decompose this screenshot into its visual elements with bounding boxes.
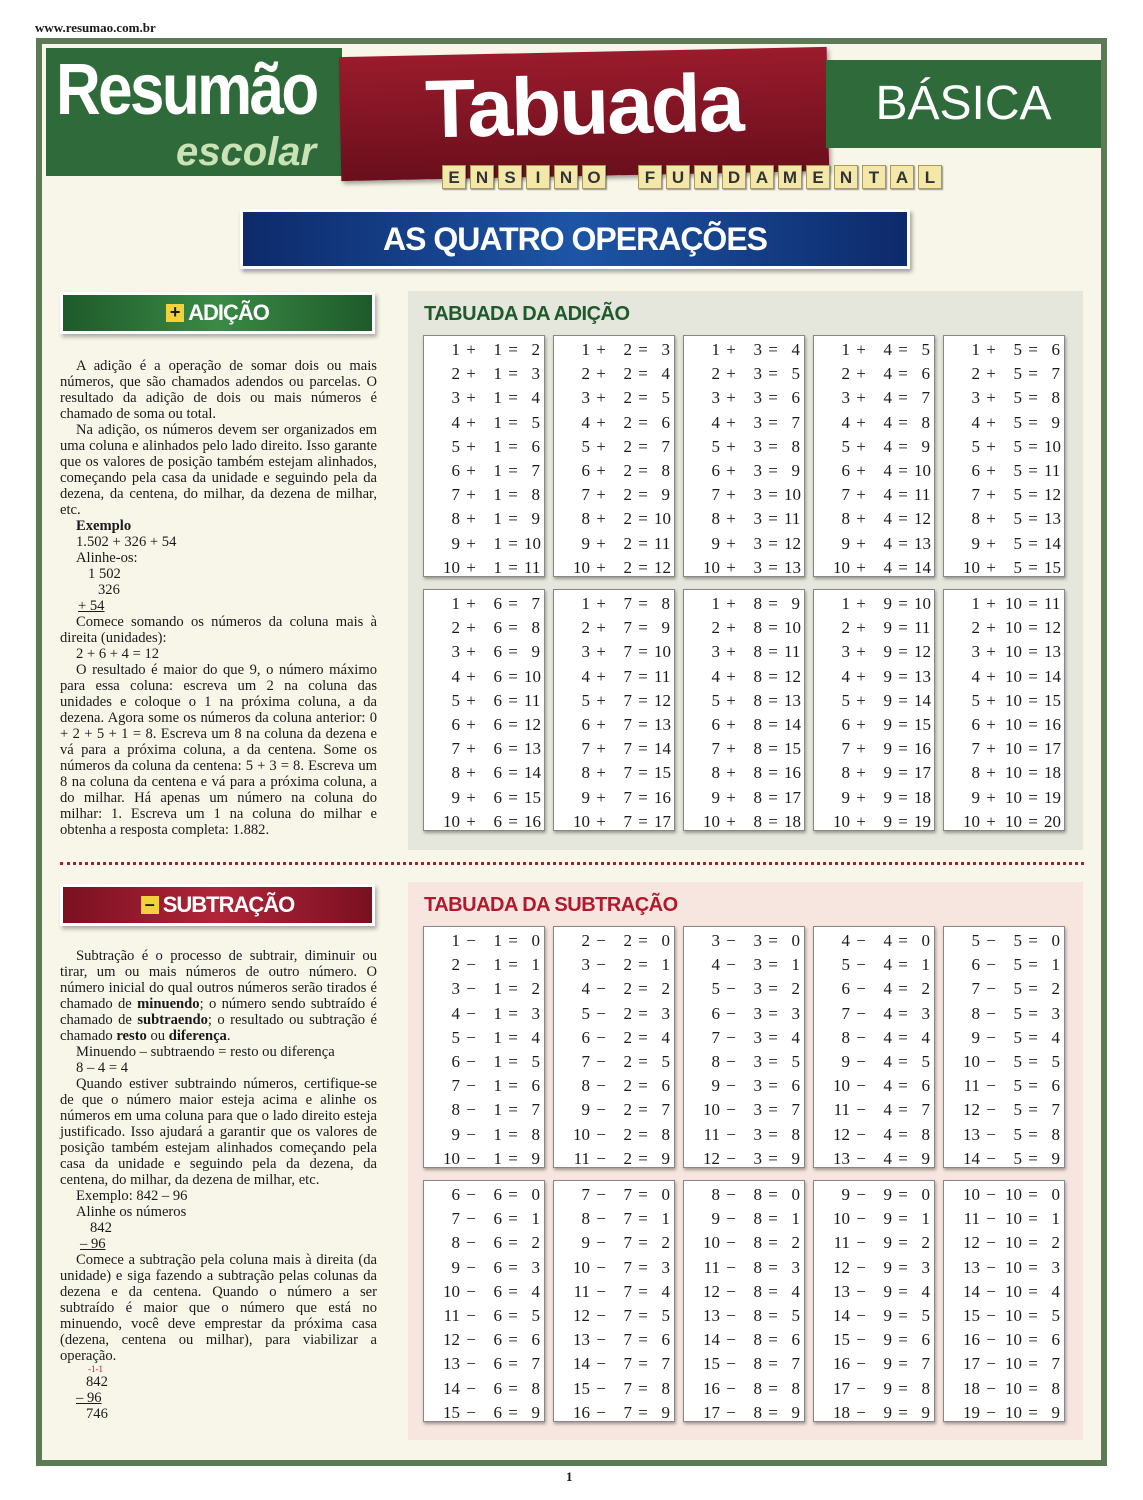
subtraction-table-2 (553, 926, 675, 1168)
table-row: 10 − 5 = 5 (963, 1052, 1060, 1072)
table-row: 8 + 9 = 17 (841, 763, 931, 783)
table-row: 8 + 1 = 9 (451, 509, 540, 529)
table-row: 9 − 7 = 2 (581, 1233, 670, 1253)
table-row: 10 − 9 = 1 (833, 1209, 930, 1229)
table-row: 5 − 5 = 0 (971, 931, 1060, 951)
addition-stack-line: 326 (98, 582, 120, 598)
addition-table-2 (553, 335, 675, 577)
addition-stack-line: 1 502 (88, 566, 121, 582)
table-row: 8 + 8 = 16 (711, 763, 801, 783)
table-row: 9 − 4 = 5 (841, 1052, 930, 1072)
page-title: Tabuada (424, 57, 744, 156)
table-row: 14 − 10 = 4 (963, 1281, 1060, 1301)
table-row: 9 − 1 = 8 (451, 1124, 540, 1144)
table-row: 11 − 2 = 9 (573, 1148, 670, 1168)
table-row: 4 − 4 = 0 (841, 931, 930, 951)
table-row: 16 − 8 = 8 (703, 1378, 800, 1398)
table-row: 6 + 7 = 13 (581, 715, 671, 735)
table-row: 3 + 2 = 5 (581, 388, 670, 408)
table-row: 10 − 6 = 4 (443, 1281, 540, 1301)
table-row: 6 − 4 = 2 (841, 979, 930, 999)
table-row: 7 + 5 = 12 (971, 485, 1061, 505)
brand-sub: escolar (176, 130, 317, 174)
table-row: 5 + 2 = 7 (581, 436, 670, 456)
subtitle-tile: A (750, 165, 774, 189)
table-row: 9 + 8 = 17 (711, 787, 801, 807)
table-row: 8 − 1 = 7 (451, 1100, 540, 1120)
table-row: 7 + 7 = 14 (581, 739, 671, 759)
table-row: 1 + 5 = 6 (971, 340, 1060, 360)
table-row: 2 − 1 = 1 (451, 955, 540, 975)
table-row: 6 + 8 = 14 (711, 715, 801, 735)
table-row: 11 − 10 = 1 (963, 1209, 1060, 1229)
table-row: 2 − 2 = 0 (581, 931, 670, 951)
subtitle-tile: S (498, 165, 522, 189)
table-row: 1 + 2 = 3 (581, 340, 670, 360)
subtitle-tile: N (694, 165, 718, 189)
table-row: 3 + 9 = 12 (841, 642, 931, 662)
table-row: 5 + 3 = 8 (711, 436, 800, 456)
subtraction-stack-line: 842 (86, 1374, 108, 1390)
subtraction-text (60, 948, 377, 1422)
table-row: 5 − 1 = 4 (451, 1027, 540, 1047)
table-row: 2 + 3 = 5 (711, 364, 800, 384)
subtraction-paragraph: Comece a subtração pela coluna mais à direita (da unidade) e siga fazendo a subtração pelas colunas da dezena e da centena. Quando o número a ser subtraído é maior que o número que está no minuendo, você deve emprestar da próxima casa (dezena, centena ou milhar), para viabilizar a operação. (60, 1252, 377, 1364)
brand-name: Resumão (56, 50, 317, 130)
table-row: 3 + 7 = 10 (581, 642, 671, 662)
table-row: 1 + 3 = 4 (711, 340, 800, 360)
table-row: 9 − 8 = 1 (711, 1209, 800, 1229)
table-row: 3 + 5 = 8 (971, 388, 1060, 408)
addition-table-7 (553, 589, 675, 831)
subtitle-tile: U (666, 165, 690, 189)
subtraction-stack-line: 746 (86, 1406, 108, 1422)
table-row: 6 + 2 = 8 (581, 461, 670, 481)
table-row: 10 + 3 = 13 (703, 557, 801, 577)
addition-text (60, 358, 377, 838)
addition-table-5 (943, 335, 1065, 577)
addition-paragraph: Comece somando os números da coluna mais à direita (unidades): (60, 614, 377, 646)
table-row: 8 − 2 = 6 (581, 1076, 670, 1096)
subtraction-example: Exemplo: 842 – 96 (76, 1188, 188, 1204)
table-row: 12 − 5 = 7 (963, 1100, 1060, 1120)
table-row: 2 + 4 = 6 (841, 364, 930, 384)
table-row: 10 + 5 = 15 (963, 557, 1061, 577)
table-row: 9 − 6 = 3 (451, 1257, 540, 1277)
addition-paragraph: A adição é a operação de somar dois ou mais números, que são chamados adendos ou parcelas. O resultado da adição de dois ou mais números é chamado de soma ou total. (60, 358, 377, 422)
subtraction-table-7 (553, 1180, 675, 1422)
table-row: 11 − 8 = 3 (703, 1257, 800, 1277)
addition-heading-label: ADIÇÃO (188, 300, 269, 325)
table-row: 8 − 4 = 4 (841, 1027, 930, 1047)
table-row: 10 − 2 = 8 (573, 1124, 670, 1144)
subtitle-tiles (442, 165, 942, 189)
table-row: 12 − 8 = 4 (703, 1281, 800, 1301)
table-row: 5 + 5 = 10 (971, 436, 1061, 456)
addition-example-expr: 1.502 + 326 + 54 (76, 534, 177, 550)
table-row: 9 + 9 = 18 (841, 787, 931, 807)
table-row: 7 − 6 = 1 (451, 1209, 540, 1229)
table-row: 18 − 9 = 9 (833, 1402, 930, 1422)
table-row: 6 + 9 = 15 (841, 715, 931, 735)
table-row: 13 − 4 = 9 (833, 1148, 930, 1168)
table-row: 5 + 1 = 6 (451, 436, 540, 456)
addition-table-6 (423, 589, 545, 831)
subtraction-stack-line: – 96 (80, 1236, 106, 1252)
table-row: 9 − 2 = 7 (581, 1100, 670, 1120)
table-row: 8 − 8 = 0 (711, 1185, 800, 1205)
table-row: 2 + 1 = 3 (451, 364, 540, 384)
table-row: 9 + 7 = 16 (581, 787, 671, 807)
addition-table-8 (683, 589, 805, 831)
table-row: 8 + 5 = 13 (971, 509, 1061, 529)
table-row: 13 − 9 = 4 (833, 1281, 930, 1301)
table-row: 7 + 2 = 9 (581, 485, 670, 505)
table-row: 9 + 5 = 14 (971, 533, 1061, 553)
table-row: 13 − 5 = 8 (963, 1124, 1060, 1144)
table-row: 14 − 8 = 6 (703, 1330, 800, 1350)
table-row: 10 + 4 = 14 (833, 557, 931, 577)
page-number: 1 (566, 1469, 573, 1484)
table-row: 8 − 5 = 3 (971, 1003, 1060, 1023)
table-row: 13 − 10 = 3 (963, 1257, 1060, 1277)
subtraction-formula: Minuendo – subtraendo = resto ou diferença (76, 1044, 335, 1060)
table-row: 10 − 3 = 7 (703, 1100, 800, 1120)
table-row: 12 − 9 = 3 (833, 1257, 930, 1277)
table-row: 9 + 6 = 15 (451, 787, 541, 807)
table-row: 5 − 4 = 1 (841, 955, 930, 975)
table-row: 6 + 4 = 10 (841, 461, 931, 481)
subtitle-tile: I (526, 165, 550, 189)
addition-table-panel (408, 291, 1083, 850)
subtitle-tile: O (582, 165, 606, 189)
table-row: 7 + 6 = 13 (451, 739, 541, 759)
addition-example-label: Exemplo (76, 518, 132, 534)
table-row: 6 − 1 = 5 (451, 1052, 540, 1072)
subtraction-table-8 (683, 1180, 805, 1422)
table-row: 4 + 2 = 6 (581, 412, 670, 432)
subtraction-table-panel (408, 882, 1083, 1440)
table-row: 8 + 10 = 18 (971, 763, 1061, 783)
subtitle-tile: L (918, 165, 942, 189)
table-row: 17 − 10 = 7 (963, 1354, 1060, 1374)
subtraction-table-5 (943, 926, 1065, 1168)
table-row: 7 − 1 = 6 (451, 1076, 540, 1096)
table-row: 16 − 10 = 6 (963, 1330, 1060, 1350)
table-row: 1 + 10 = 11 (971, 594, 1061, 614)
table-row: 8 − 7 = 1 (581, 1209, 670, 1229)
table-row: 10 + 2 = 12 (573, 557, 671, 577)
table-row: 10 − 7 = 3 (573, 1257, 670, 1277)
table-row: 16 − 9 = 7 (833, 1354, 930, 1374)
addition-table-grid (423, 335, 1065, 831)
table-row: 5 − 2 = 3 (581, 1003, 670, 1023)
table-row: 11 − 5 = 6 (963, 1076, 1060, 1096)
table-row: 5 + 4 = 9 (841, 436, 930, 456)
table-row: 14 − 5 = 9 (963, 1148, 1060, 1168)
table-row: 8 + 6 = 14 (451, 763, 541, 783)
table-row: 10 + 10 = 20 (963, 811, 1061, 831)
table-row: 4 + 4 = 8 (841, 412, 930, 432)
table-row: 3 − 1 = 2 (451, 979, 540, 999)
operations-banner (240, 209, 910, 269)
table-row: 1 + 4 = 5 (841, 340, 930, 360)
table-row: 3 + 10 = 13 (971, 642, 1061, 662)
table-row: 1 − 1 = 0 (451, 931, 540, 951)
table-row: 7 − 3 = 4 (711, 1027, 800, 1047)
table-row: 7 − 4 = 3 (841, 1003, 930, 1023)
table-row: 5 + 9 = 14 (841, 690, 931, 710)
subtitle-tile: F (638, 165, 662, 189)
subtraction-table-grid (423, 926, 1065, 1422)
subtitle-tile: N (834, 165, 858, 189)
addition-table-title: TABUADA DA ADIÇÃO (424, 303, 630, 325)
table-row: 15 − 7 = 8 (573, 1378, 670, 1398)
table-row: 6 + 6 = 12 (451, 715, 541, 735)
site-url[interactable]: www.resumao.com.br (35, 20, 156, 35)
table-row: 7 + 3 = 10 (711, 485, 801, 505)
table-row: 8 − 3 = 5 (711, 1052, 800, 1072)
addition-align-label: Alinhe-os: (76, 550, 138, 566)
table-row: 14 − 6 = 8 (443, 1378, 540, 1398)
table-row: 12 − 7 = 5 (573, 1306, 670, 1326)
table-row: 7 + 8 = 15 (711, 739, 801, 759)
addition-table-1 (423, 335, 545, 577)
subtraction-table-4 (813, 926, 935, 1168)
subtraction-table-title: TABUADA DA SUBTRAÇÃO (424, 894, 678, 916)
table-row: 9 + 2 = 11 (581, 533, 671, 553)
table-row: 10 + 7 = 17 (573, 811, 671, 831)
table-row: 13 − 6 = 7 (443, 1354, 540, 1374)
borrow-marks: -1-1 (88, 1364, 103, 1374)
table-row: 4 + 3 = 7 (711, 412, 800, 432)
table-row: 15 − 10 = 5 (963, 1306, 1060, 1326)
table-row: 5 + 6 = 11 (451, 690, 541, 710)
subtraction-table-3 (683, 926, 805, 1168)
table-row: 10 − 4 = 6 (833, 1076, 930, 1096)
subtitle-tile: D (722, 165, 746, 189)
subtraction-table-1 (423, 926, 545, 1168)
table-row: 2 + 2 = 4 (581, 364, 670, 384)
section-divider (60, 862, 1084, 865)
table-row: 17 − 9 = 8 (833, 1378, 930, 1398)
addition-paragraph: Na adição, os números devem ser organizados em uma coluna e alinhados pelo lado direito. Isso garante que os valores de posição também estejam alinhados, começando pela casa da unidade e seguindo pela da dezena, da centena, do milhar, da dezena de milhar, etc. (60, 422, 377, 518)
table-row: 9 − 3 = 6 (711, 1076, 800, 1096)
subtitle-tile: E (442, 165, 466, 189)
table-row: 19 − 10 = 9 (963, 1402, 1060, 1422)
subtitle-tile: E (806, 165, 830, 189)
addition-table-4 (813, 335, 935, 577)
table-row: 11 − 9 = 2 (833, 1233, 930, 1253)
table-row: 14 − 9 = 5 (833, 1306, 930, 1326)
table-row: 11 − 3 = 8 (703, 1124, 800, 1144)
table-row: 9 + 10 = 19 (971, 787, 1061, 807)
table-row: 6 − 3 = 3 (711, 1003, 800, 1023)
table-row: 1 + 1 = 2 (451, 340, 540, 360)
table-row: 3 + 6 = 9 (451, 642, 540, 662)
table-row: 6 − 2 = 4 (581, 1027, 670, 1047)
table-row: 4 + 5 = 9 (971, 412, 1060, 432)
table-row: 6 + 1 = 7 (451, 461, 540, 481)
table-row: 11 − 7 = 4 (573, 1281, 670, 1301)
table-row: 3 − 3 = 0 (711, 931, 800, 951)
table-row: 9 + 4 = 13 (841, 533, 931, 553)
table-row: 6 + 10 = 16 (971, 715, 1061, 735)
table-row: 1 + 9 = 10 (841, 594, 931, 614)
table-row: 7 + 9 = 16 (841, 739, 931, 759)
table-row: 12 − 4 = 8 (833, 1124, 930, 1144)
table-row: 3 + 1 = 4 (451, 388, 540, 408)
table-row: 13 − 8 = 5 (703, 1306, 800, 1326)
table-row: 14 − 7 = 7 (573, 1354, 670, 1374)
title-banner (339, 47, 829, 181)
subtraction-table-9 (813, 1180, 935, 1422)
table-row: 4 + 1 = 5 (451, 412, 540, 432)
operations-banner-text: AS QUATRO OPERAÇÕES (383, 221, 767, 257)
table-row: 8 + 2 = 10 (581, 509, 671, 529)
table-row: 9 + 3 = 12 (711, 533, 801, 553)
table-row: 6 + 3 = 9 (711, 461, 800, 481)
table-row: 5 + 7 = 12 (581, 690, 671, 710)
subtraction-heading-label: SUBTRAÇÃO (162, 892, 295, 917)
table-row: 7 − 7 = 0 (581, 1185, 670, 1205)
subtitle-tile: M (778, 165, 802, 189)
table-row: 2 + 5 = 7 (971, 364, 1060, 384)
subtraction-calc: 8 – 4 = 4 (76, 1060, 129, 1076)
table-row: 6 + 5 = 11 (971, 461, 1061, 481)
addition-calc: 2 + 6 + 4 = 12 (76, 646, 160, 662)
subtraction-align-label: Alinhe os números (76, 1204, 187, 1220)
table-row: 10 + 8 = 18 (703, 811, 801, 831)
table-row: 4 − 1 = 3 (451, 1003, 540, 1023)
level-label: BÁSICA (875, 77, 1052, 130)
table-row: 2 + 10 = 12 (971, 618, 1061, 638)
table-row: 10 + 1 = 11 (443, 557, 541, 577)
table-row: 6 − 5 = 1 (971, 955, 1060, 975)
addition-table-3 (683, 335, 805, 577)
table-row: 15 − 9 = 6 (833, 1330, 930, 1350)
table-row: 7 + 1 = 8 (451, 485, 540, 505)
table-row: 5 − 3 = 2 (711, 979, 800, 999)
subtitle-tile: N (470, 165, 494, 189)
table-row: 1 + 6 = 7 (451, 594, 540, 614)
subtitle-tile: T (862, 165, 886, 189)
table-row: 3 + 3 = 6 (711, 388, 800, 408)
subtraction-stack-line: – 96 (76, 1390, 102, 1406)
subtraction-paragraph: Subtração é o processo de subtrair, diminuir ou tirar, um ou mais números de outro número. O número inicial do qual outros números serão tirados é chamado de minuendo; o número sendo subtraído é chamado de subtraendo; o resultado ou subtração é chamado resto ou diferença. (60, 948, 378, 1044)
subtitle-tile: N (554, 165, 578, 189)
table-row: 10 − 10 = 0 (963, 1185, 1060, 1205)
table-row: 11 − 6 = 5 (443, 1306, 540, 1326)
table-row: 13 − 7 = 6 (573, 1330, 670, 1350)
subtraction-table-10 (943, 1180, 1065, 1422)
table-row: 10 + 6 = 16 (443, 811, 541, 831)
table-row: 5 + 10 = 15 (971, 690, 1061, 710)
table-row: 7 − 5 = 2 (971, 979, 1060, 999)
table-row: 9 − 5 = 4 (971, 1027, 1060, 1047)
table-row: 3 + 4 = 7 (841, 388, 930, 408)
table-row: 3 + 8 = 11 (711, 642, 801, 662)
table-row: 16 − 7 = 9 (573, 1402, 670, 1422)
level-banner (826, 60, 1101, 148)
table-row: 1 + 7 = 8 (581, 594, 670, 614)
table-row: 4 − 3 = 1 (711, 955, 800, 975)
table-row: 2 + 9 = 11 (841, 618, 931, 638)
table-row: 15 − 8 = 7 (703, 1354, 800, 1374)
table-row: 8 − 6 = 2 (451, 1233, 540, 1253)
table-row: 15 − 6 = 9 (443, 1402, 540, 1422)
table-row: 1 + 8 = 9 (711, 594, 800, 614)
table-row: 4 − 2 = 2 (581, 979, 670, 999)
table-row: 5 + 8 = 13 (711, 690, 801, 710)
subtitle-tile (610, 165, 634, 189)
table-row: 7 − 2 = 5 (581, 1052, 670, 1072)
table-row: 3 − 2 = 1 (581, 955, 670, 975)
table-row: 10 − 1 = 9 (443, 1148, 540, 1168)
table-row: 2 + 8 = 10 (711, 618, 801, 638)
minus-icon: – (141, 896, 159, 914)
subtraction-paragraph: Quando estiver subtraindo números, certifique-se de que o número maior esteja acima e alinhe os números em uma coluna para que o lado direito esteja justificado. Isso ajudará a garantir que os valores de posição também estejam alinhados começando pela casa da unidade e seguindo pela da dezena, da centena, do milhar, da dezena de milhar, etc. (60, 1076, 377, 1188)
table-row: 2 + 7 = 9 (581, 618, 670, 638)
table-row: 4 + 10 = 14 (971, 666, 1061, 686)
table-row: 4 + 7 = 11 (581, 666, 671, 686)
table-row: 10 − 8 = 2 (703, 1233, 800, 1253)
table-row: 9 − 9 = 0 (841, 1185, 930, 1205)
subtraction-stack-line: 842 (90, 1220, 112, 1236)
table-row: 4 + 8 = 12 (711, 666, 801, 686)
subtraction-heading (60, 884, 375, 926)
table-row: 18 − 10 = 8 (963, 1378, 1060, 1398)
table-row: 6 − 6 = 0 (451, 1185, 540, 1205)
addition-heading (60, 292, 375, 334)
addition-table-9 (813, 589, 935, 831)
table-row: 8 + 7 = 15 (581, 763, 671, 783)
table-row: 4 + 9 = 13 (841, 666, 931, 686)
table-row: 4 + 6 = 10 (451, 666, 541, 686)
addition-table-10 (943, 589, 1065, 831)
table-row: 17 − 8 = 9 (703, 1402, 800, 1422)
table-row: 12 − 10 = 2 (963, 1233, 1060, 1253)
table-row: 10 + 9 = 19 (833, 811, 931, 831)
table-row: 7 + 4 = 11 (841, 485, 931, 505)
table-row: 8 + 3 = 11 (711, 509, 801, 529)
table-row: 12 − 6 = 6 (443, 1330, 540, 1350)
plus-icon: + (166, 304, 184, 322)
subtitle-tile: A (890, 165, 914, 189)
brand-logo (46, 48, 342, 176)
table-row: 2 + 6 = 8 (451, 618, 540, 638)
table-row: 12 − 3 = 9 (703, 1148, 800, 1168)
subtraction-table-6 (423, 1180, 545, 1422)
addition-stack-line: + 54 (78, 598, 105, 614)
table-row: 11 − 4 = 7 (833, 1100, 930, 1120)
table-row: 7 + 10 = 17 (971, 739, 1061, 759)
addition-paragraph: O resultado é maior do que 9, o número máximo para essa coluna: escreva um 2 na coluna das unidades e coloque o 1 na próxima coluna, a da dezena. Agora some os números da coluna anterior: 0 + 2 + 5 + 1 = 8. Escreva um 8 na coluna da dezena e vá para a próxima coluna, a da centena. Some os números da coluna da centena: 5 + 3 = 8. Escreva um 8 na coluna da centena e vá para a próxima coluna, a do milhar. Há apenas um número na coluna do milhar: 1. Escreva um 1 na coluna do milhar e obtenha a resposta completa: 1.882. (60, 662, 377, 838)
table-row: 9 + 1 = 10 (451, 533, 541, 553)
table-row: 8 + 4 = 12 (841, 509, 931, 529)
